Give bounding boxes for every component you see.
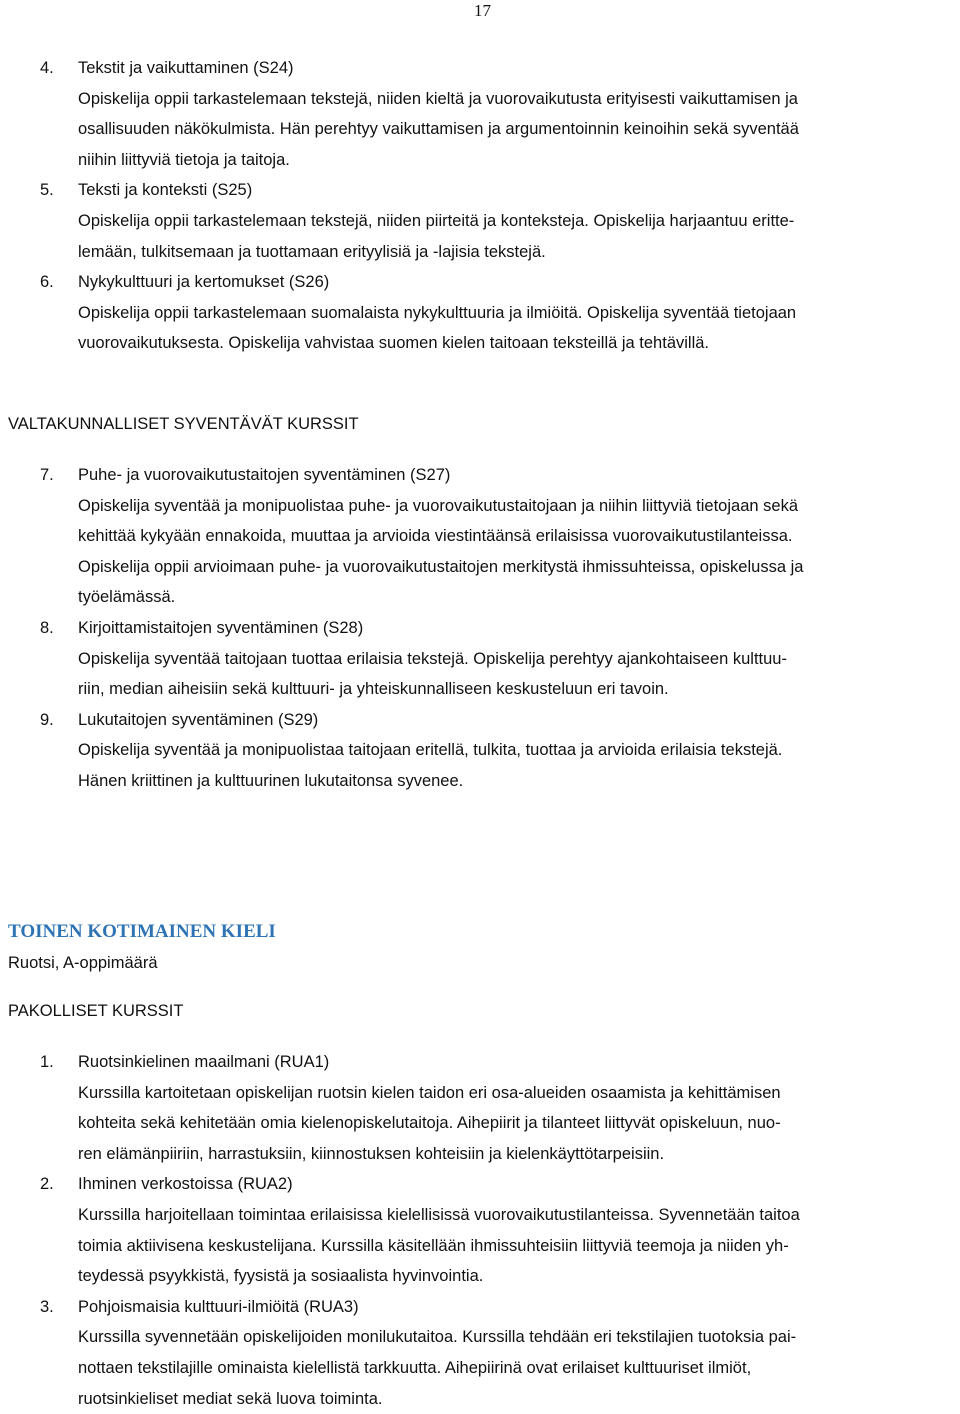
page-number: 17 <box>474 1 491 20</box>
course-description-line: ren elämänpiiriin, harrastuksiin, kiinnostuksen kohteisiin ja kielenkäyttötarpeisiin. <box>78 1144 665 1163</box>
course-number: 1. <box>40 1053 54 1071</box>
course-title: Nykykulttuuri ja kertomukset (S26) <box>78 273 330 292</box>
course-description-line: kohteita sekä kehitetään omia kielenopiskelutaitoja. Aihepiirit ja tilanteet liittyvät opiskeluun, nuo- <box>78 1114 781 1133</box>
course-title: Teksti ja konteksti (S25) <box>78 181 253 200</box>
course-number: 8. <box>40 618 54 637</box>
course-description-line: Opiskelija oppii arvioimaan puhe- ja vuorovaikutustaitojen merkitystä ihmissuhteissa, opiskelussa ja <box>78 557 804 576</box>
course-description-line: työelämässä. <box>78 588 176 607</box>
course-description-line: Opiskelija oppii tarkastelemaan tekstejä, niiden piirteitä ja konteksteja. Opiskelija harjaantuu erittе- <box>78 211 795 230</box>
course-description-line: ruotsinkieliset mediat sekä luova toiminta. <box>78 1389 383 1408</box>
course-description-line: nottaen tekstilajille ominaista kielellistä tarkkuutta. Aihepiirinä ovat erilaiset kulttuuriset ilmiöt, <box>78 1358 752 1377</box>
course-title: Tekstit ja vaikuttaminen (S24) <box>78 59 294 77</box>
course-number: 5. <box>40 181 54 200</box>
course-description-line: Hänen kriittinen ja kulttuurinen lukutaitonsa syvenee. <box>78 771 464 790</box>
course-number: 3. <box>40 1297 54 1316</box>
subject-title: TOINEN KOTIMAINEN KIELI <box>8 921 276 942</box>
course-item <box>8 53 958 175</box>
course-description-line: lemään, tulkitsemaan ja tuottamaan erityylisiä ja -lajisia tekstejä. <box>78 242 546 261</box>
section-heading-mandatory: PAKOLLISET KURSSIT <box>8 1002 184 1020</box>
course-title: Ruotsinkielinen maailmani (RUA1) <box>78 1053 330 1071</box>
course-title: Lukutaitojen syventäminen (S29) <box>78 710 319 729</box>
course-description-line: niihin liittyviä tietoja ja taitoja. <box>78 150 290 169</box>
course-item <box>8 460 958 613</box>
course-number: 4. <box>40 59 54 77</box>
course-title: Ihminen verkostoissa (RUA2) <box>78 1175 293 1194</box>
course-title: Puhe- ja vuorovaikutustaitojen syventäminen (S27) <box>78 466 451 484</box>
course-title: Pohjoismaisia kulttuuri-ilmiöitä (RUA3) <box>78 1297 359 1316</box>
course-description-line: riin, median aiheisiin sekä kulttuuri- ja yhteiskunnalliseen keskusteluun eri tavoin. <box>78 680 669 699</box>
course-description-line: teydessä psyykkistä, fyysistä ja sosiaalista hyvinvointia. <box>78 1267 484 1286</box>
course-description-line: Opiskelija oppii tarkastelemaan suomalaista nykykulttuuria ja ilmiöitä. Opiskelija syventää tietojaan <box>78 303 797 322</box>
course-number: 7. <box>40 466 54 484</box>
course-list-advanced <box>8 460 958 797</box>
section-heading-advanced: VALTAKUNNALLISET SYVENTÄVÄT KURSSIT <box>8 415 359 433</box>
course-description-line: Opiskelija syventää taitojaan tuottaa erilaisia tekstejä. Opiskelija perehtyy ajankohtaiseen kulttuu- <box>78 649 787 668</box>
course-description-line: kehittää kykyään ennakoida, muuttaa ja arvioida viestintäänsä erilaisissa vuorovaikutustilanteissa. <box>78 527 793 546</box>
course-item <box>8 1292 958 1414</box>
course-item <box>8 267 958 359</box>
course-description-line: Kurssilla harjoitellaan toimintaa erilaisissa kielellisissä vuorovaikutustilanteissa. Syvennetään taitoa <box>78 1205 800 1224</box>
course-item <box>8 705 958 797</box>
course-description-line: osallisuuden näkökulmista. Hän perehtyy vaikuttamisen ja argumentoinnin keinoihin sekä syventää <box>78 120 799 139</box>
course-description-line: Opiskelija syventää ja monipuolistaa puhe- ja vuorovaikutustaitojaan ja niihin liittyviä tietojaan sekä <box>78 496 798 515</box>
course-description-line: Kurssilla kartoitetaan opiskelijan ruotsin kielen taidon eri osa-alueiden osaamista ja kehittämisen <box>78 1083 781 1102</box>
course-description-line: Kurssilla syvennetään opiskelijoiden monilukutaitoa. Kurssilla tehdään eri tekstilajien tuotoksia pai- <box>78 1328 797 1347</box>
course-description-line: vuorovaikutuksesta. Opiskelija vahvistaa suomen kielen taitoaan teksteillä ja tehtävillä. <box>78 334 710 353</box>
course-item <box>8 175 958 267</box>
course-title: Kirjoittamistaitojen syventäminen (S28) <box>78 618 364 637</box>
course-description-line: toimia aktiivisena keskustelijana. Kurssilla käsitellään ihmissuhteisiin liittyviä teemoja ja niiden yh- <box>78 1236 789 1255</box>
course-number: 6. <box>40 273 54 292</box>
course-description-line: Opiskelija syventää ja monipuolistaa taitojaan eritellä, tulkita, tuottaa ja arvioida erilaisia tekstejä. <box>78 741 783 760</box>
course-number: 9. <box>40 710 54 729</box>
course-item <box>8 613 958 705</box>
course-description-line: Opiskelija oppii tarkastelemaan tekstejä, niiden kieltä ja vuorovaikutusta erityisesti vaikuttamisen ja <box>78 89 798 108</box>
course-list-mandatory <box>8 1047 958 1414</box>
course-list-top <box>8 53 958 359</box>
subject-subtitle: Ruotsi, A-oppimäärä <box>8 954 158 972</box>
course-number: 2. <box>40 1175 54 1194</box>
course-item <box>8 1169 958 1291</box>
course-item <box>8 1047 958 1169</box>
